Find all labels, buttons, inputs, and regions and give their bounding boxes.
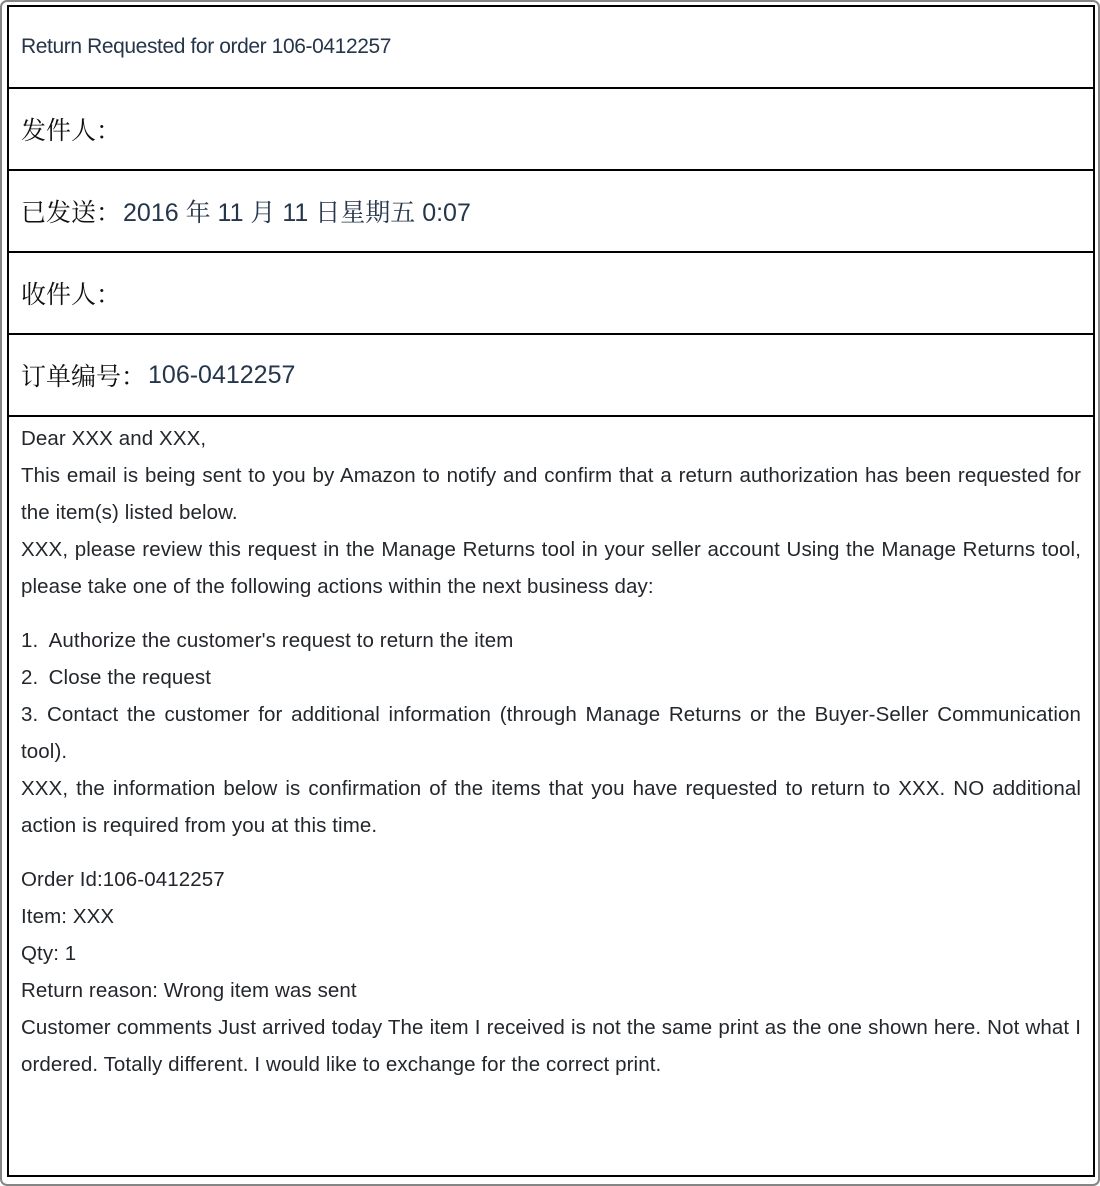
action-item-contact: 3. Contact the customer for additional information (through Manage Returns or the Buyer-Seller Communication tool). [21, 703, 1081, 763]
order-number-value: 106-0412257 [148, 360, 296, 389]
recipient-label: 收件人： [21, 281, 122, 309]
salutation: Dear XXX and XXX, [21, 427, 207, 450]
order-details [21, 861, 1081, 1009]
item-line: Item: XXX [21, 905, 115, 928]
order-number-row [9, 335, 1093, 417]
sent-date-value: 2016 年 11 月 11 日星期五 0:07 [123, 199, 471, 227]
action-list [21, 622, 1081, 770]
paragraph-notify: This email is being sent to you by Amazon to notify and confirm that a return authorization has been requested for the item(s) listed below. [21, 464, 1081, 524]
qty-line: Qty: 1 [21, 942, 77, 965]
action-item-close: 2. Close the request [21, 666, 212, 689]
return-reason-line: Return reason: Wrong item was sent [21, 979, 357, 1002]
order-id-line: Order Id:106-0412257 [21, 868, 225, 891]
recipient-row [9, 253, 1093, 335]
paragraph-review: XXX, please review this request in the Manage Returns tool in your seller account Using the Manage Returns tool, please take one of the following actions within the next business day: [21, 538, 1081, 598]
order-number-label: 订单编号： [21, 363, 147, 391]
email-body [9, 417, 1093, 1175]
sent-date-label: 已发送： [21, 199, 122, 227]
sender-row [9, 89, 1093, 171]
paragraph-confirmation: XXX, the information below is confirmation of the items that you have requested to return to XXX. NO additional action is required from you at this time. [21, 777, 1081, 837]
subject-row [9, 7, 1093, 89]
sender-label: 发件人： [21, 117, 122, 145]
action-item-authorize: 1. Authorize the customer's request to return the item [21, 629, 514, 652]
email-table [7, 5, 1095, 1177]
customer-comments: Customer comments Just arrived today The item I received is not the same print as the one shown here. Not what I ordered. Totally different. I would like to exchange for the correct print. [21, 1016, 1081, 1076]
sent-date-row [9, 171, 1093, 253]
email-subject: Return Requested for order 106-0412257 [21, 35, 392, 58]
